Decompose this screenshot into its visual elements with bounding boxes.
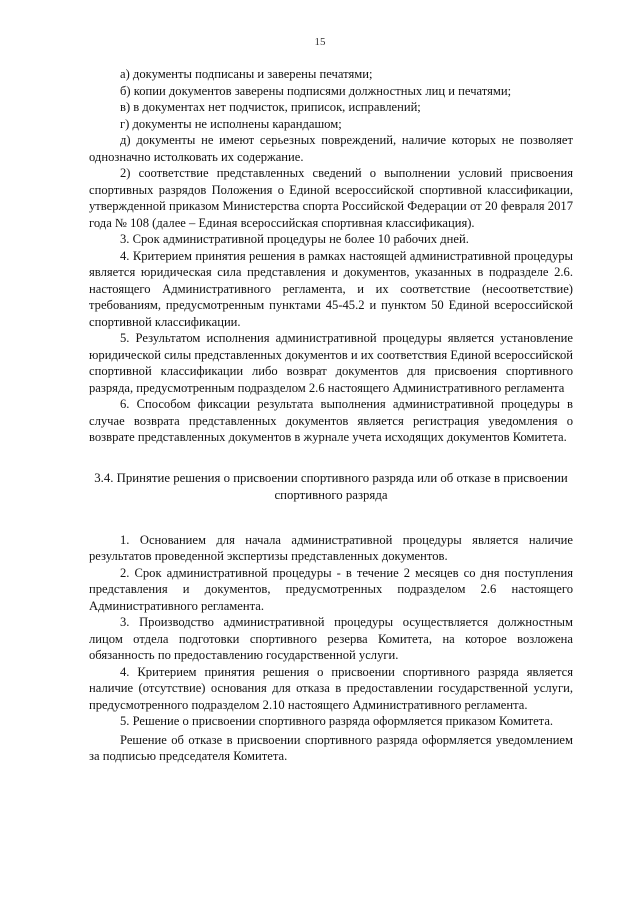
paragraph-item-3: 3. Срок административной процедуры не более 10 рабочих дней. — [120, 232, 469, 246]
paragraph-item-d: д) документы не имеют серьезных повреждений, наличие которых не позволяет однозначно истолковать их содержание. — [89, 133, 573, 164]
paragraph-item-b: б) копии документов заверены подписями должностных лиц и печатями; — [120, 83, 512, 98]
section-heading: 3.4. Принятие решения о присвоении спортивного разряда или об отказе в присвоении спортивного разряда — [94, 470, 568, 502]
paragraph-item-5: 5. Результатом исполнения административной процедуры является установление юридической силы представленных документов и их соответствия Единой всероссийской спортивной классификации либо возврат документов для присвоения спортивного разряда, предусмотренным подразделом 2.6 настоящего Административного регламента — [89, 331, 573, 395]
paragraph-item-g: г) документы не исполнены карандашом; — [120, 116, 342, 131]
paragraph-item-v: в) в документах нет подчисток, приписок, исправлений; — [120, 100, 421, 114]
paragraph-section-2: 2. Срок административной процедуры - в течение 2 месяцев со дня поступления представления и документов, предусмотренных подразделом 2.6 настоящего Административного регламента. — [89, 565, 573, 613]
paragraph-item-6: 6. Способом фиксации результата выполнения административной процедуры в случае возврата представленных документов является регистрация уведомления о возврате представленных документов в журнале учета исходящих документов Комитета. — [89, 397, 573, 444]
paragraph-item-2: 2) соответствие представленных сведений о выполнении условий присвоения спортивных разрядов Положения о Единой всероссийской спортивной классификации, утвержденной приказом Министерства спорта Российской Федерации от 20 февраля 2017 года № 108 (далее – Единая всероссийская спортивная классификация). — [89, 166, 573, 230]
paragraph-section-refusal: Решение об отказе в присвоении спортивного разряда оформляется уведомлением за подписью председателя Комитета. — [89, 732, 573, 763]
paragraph-section-1: 1. Основанием для начала административной процедуры является наличие результатов проведенной экспертизы представленных документов. — [89, 532, 573, 563]
page-content — [89, 66, 573, 765]
page-number: 15 — [314, 36, 326, 48]
paragraph-item-a: а) документы подписаны и заверены печатями; — [120, 67, 373, 81]
paragraph-section-3: 3. Производство административной процедуры осуществляется должностным лицом отдела подготовки спортивного резерва Комитета, на которое возложена обязанность по предоставлению государственной услуги. — [89, 615, 573, 662]
paragraph-section-5: 5. Решение о присвоении спортивного разряда оформляется приказом Комитета. — [120, 714, 554, 728]
paragraph-section-4: 4. Критерием принятия решения о присвоении спортивного разряда является наличие (отсутствие) основания для отказа в предоставлении государственной услуги, предусмотренного подразделом 2.10 настоящего Административного регламента. — [89, 664, 573, 712]
paragraph-item-4: 4. Критерием принятия решения в рамках настоящей административной процедуры является юридическая сила представления и документов, указанных в подразделе 2.6. настоящего Административного регламента, и их соответствие (несоответствие) требованиям, предусмотренным пунктами 45-45.2 и пунктом 50 Единой всероссийской спортивной классификации. — [89, 248, 573, 329]
